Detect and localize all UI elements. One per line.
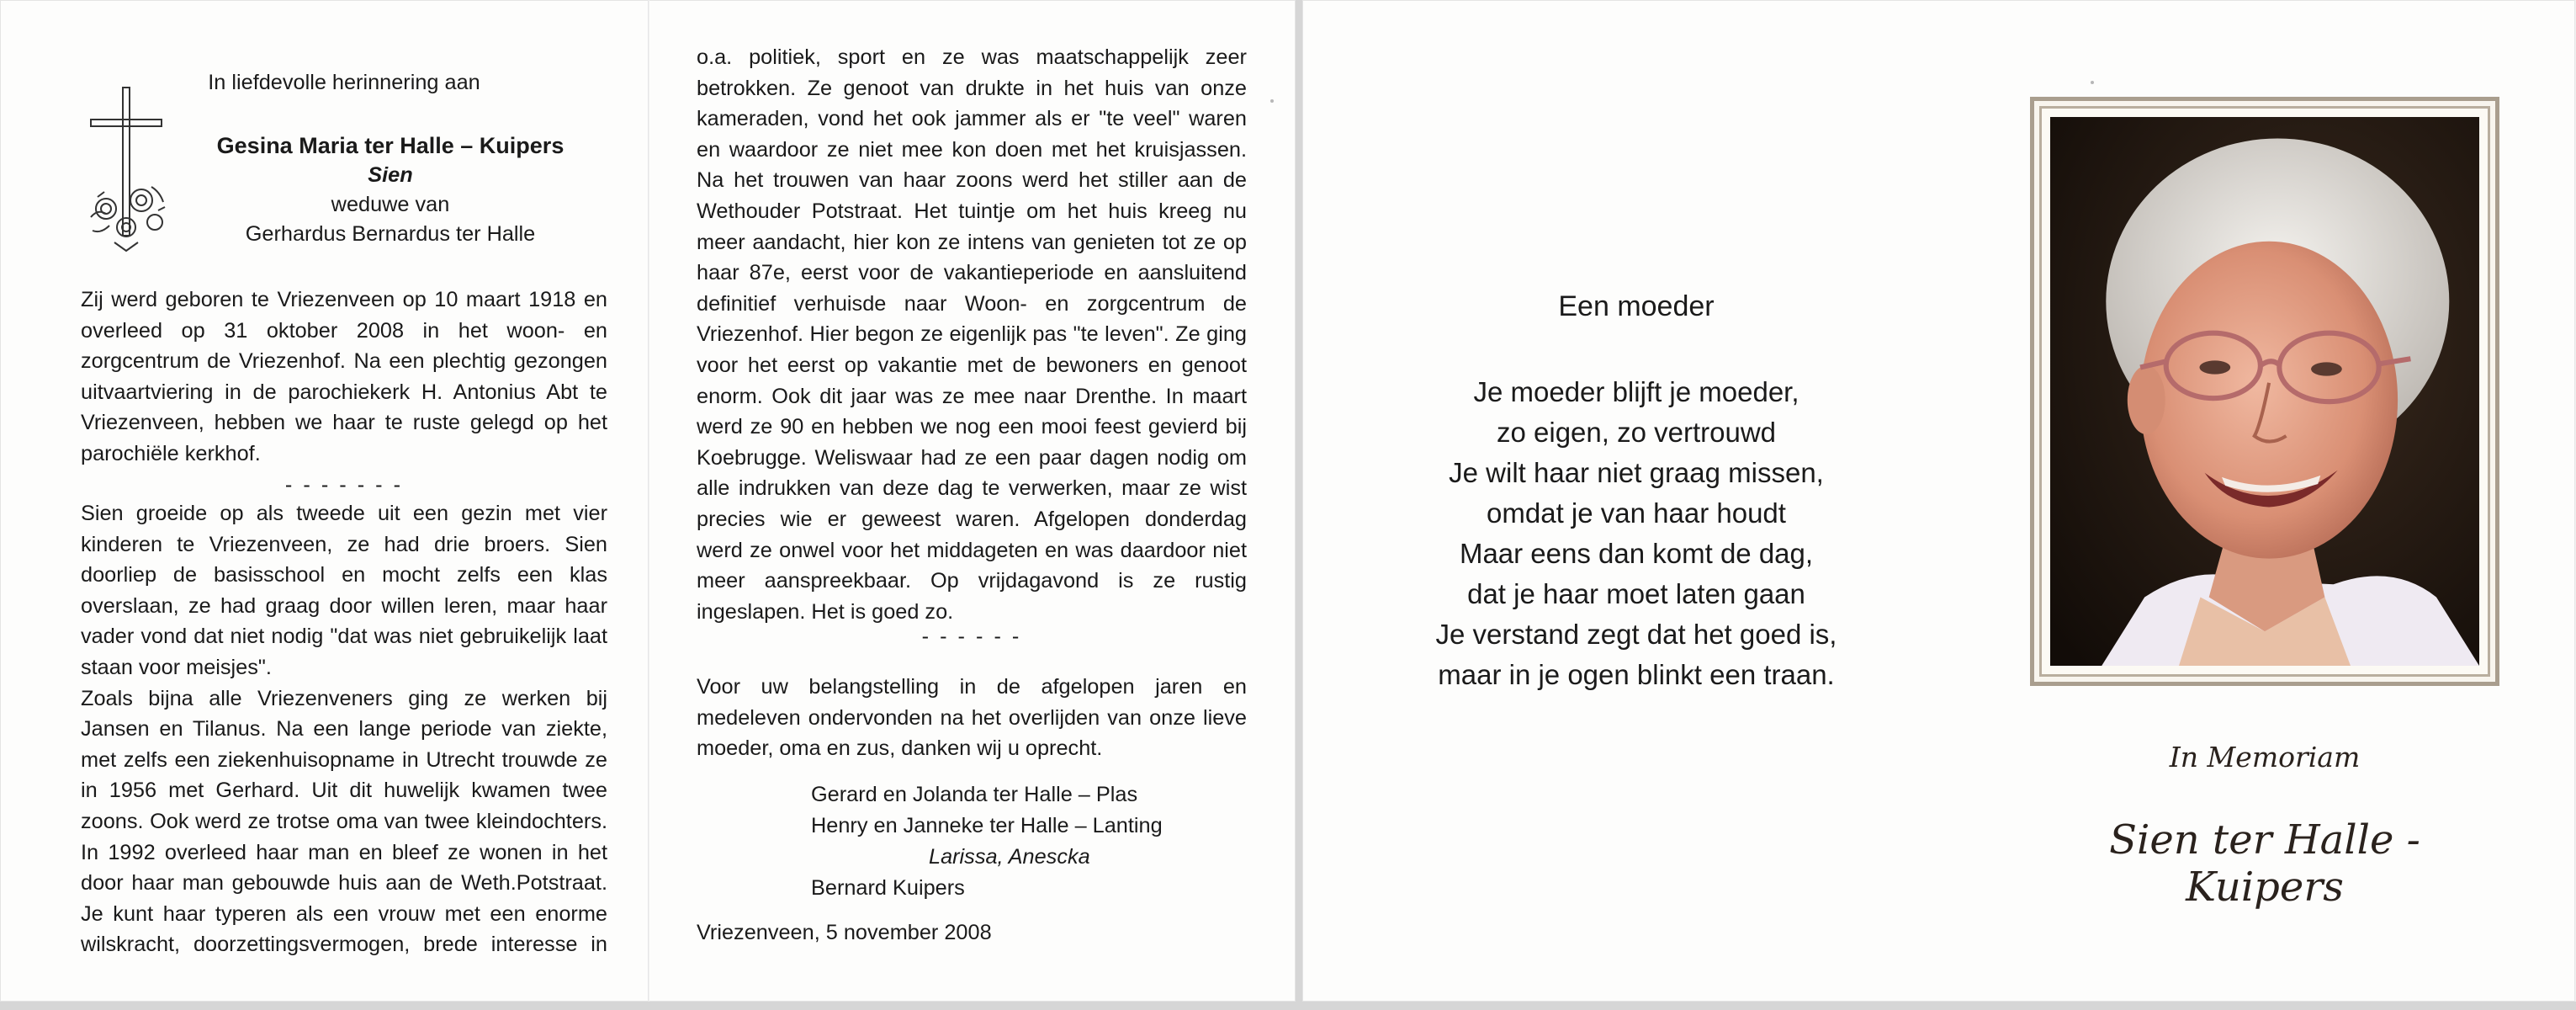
text-line: wilskracht, doorzettingsvermogen, brede interesse in xyxy=(81,933,607,957)
spouse-name: Gerhardus Bernardus ter Halle xyxy=(245,222,536,246)
text-line: staan voor meisjes". xyxy=(81,655,272,679)
specks xyxy=(2091,81,2094,84)
text-line: meer aandacht, hier kon ze intens van genieten tot ze op xyxy=(697,230,1247,254)
family-line: Bernard Kuipers xyxy=(811,876,965,900)
text-line: en waardoor ze niet mee kon doen met het kruisjassen. xyxy=(697,137,1247,162)
text-line: Vriezenhof. Hier begon ze eigenlijk pas "te leven". Ze ging xyxy=(697,322,1247,347)
text-line: overslaan, ze had graag door willen leren, maar haar xyxy=(81,593,607,618)
poem-line: omdat je van haar houdt xyxy=(1487,497,1786,529)
text-line: haar 87e, eerst voor de vakantieperiode en aansluitend xyxy=(697,261,1247,285)
text-line: Zij werd geboren te Vriezenveen op 10 maart 1918 en xyxy=(81,288,607,311)
poem-block xyxy=(1422,286,1851,695)
text-line: Sien groeide op als tweede uit een gezin met vier xyxy=(81,502,607,525)
card-fold xyxy=(648,0,649,1002)
text-line: Wethouder Potstraat. Het tuintje om het huis kreeg nu xyxy=(697,199,1247,223)
text-line: werd ze 90 en hebben we nog een mooi feest gevierd bij xyxy=(697,415,1247,439)
family-signatures xyxy=(697,779,1247,904)
text-line: definitief verhuisde naar Woon- en zorgcentrum de xyxy=(697,291,1247,316)
text-line: uitvaartviering in de parochiekerk H. Antonius Abt te xyxy=(81,380,607,404)
text-line: meer aanspreekbaar. Op vrijdagavond is ze rustig xyxy=(697,569,1247,593)
text-line: In 1992 overleed haar man en bleef ze wonen in het xyxy=(81,840,607,864)
poem-line: maar in je ogen blinkt een traan. xyxy=(1438,659,1835,690)
text-line: in 1956 met Gerhard. Uit dit huwelijk kwamen twee xyxy=(81,779,607,803)
section-divider: - - - - - - - xyxy=(284,473,404,497)
poem-line: Je verstand zegt dat het goed is, xyxy=(1435,619,1837,650)
specks xyxy=(1270,99,1274,103)
memoriam-name: Sien ter Halle - Kuipers xyxy=(2109,816,2420,911)
text-line: door haar man gebouwde huis aan de Weth.Potstraat. xyxy=(81,871,607,896)
portrait-mat xyxy=(2039,106,2490,677)
text-line: enorm. Ook dit jaar was ze mee naar Drenthe. In maart xyxy=(697,384,1247,408)
text-line: Jansen en Tilanus. Na een lange periode van ziekte, xyxy=(81,717,607,742)
right-text-panel xyxy=(697,0,1247,1002)
deceased-name-block xyxy=(173,131,607,249)
text-line: o.a. politiek, sport en ze was maatschappelijk zeer xyxy=(697,45,1247,69)
text-line: vader vond dat niet nodig "dat was niet gebruikelijk laat xyxy=(81,625,607,649)
text-line: parochiële kerkhof. xyxy=(81,441,261,465)
inner-card xyxy=(0,0,1296,1002)
thanks-paragraph xyxy=(697,672,1247,764)
section-divider: - - - - - - xyxy=(921,625,1022,648)
text-line: alle indrukken van deze dag te verwerken, maar ze wist xyxy=(697,476,1247,501)
life-story-paragraph xyxy=(81,498,607,960)
text-line: Koebrugge. Weliswaar had ze een paar dagen nodig om xyxy=(697,445,1247,470)
text-line: met zelfs een ziekenhuisopname in Utrecht trouwde ze xyxy=(81,747,607,772)
text-line: Voor uw belangstelling in de afgelopen jaren en xyxy=(697,675,1247,699)
text-line: overleed op 31 oktober 2008 in het woon- en xyxy=(81,318,607,343)
poem-line: zo eigen, zo vertrouwd xyxy=(1496,417,1776,448)
life-story-continued xyxy=(697,42,1247,627)
relation-label: weduwe van xyxy=(331,193,450,216)
text-line: Na het trouwen van haar zoons werd het stiller aan de xyxy=(697,168,1247,193)
text-line: Zoals bijna alle Vriezenveners ging ze werken bij xyxy=(81,686,607,710)
text-line: precies wie er geweest waren. Afgelopen donderdag xyxy=(697,507,1247,531)
text-line: kameraden, vond het ook jammer als er "te veel" waren xyxy=(697,107,1247,131)
text-line: moeder, oma en zus, danken wij u oprecht. xyxy=(697,736,1103,761)
text-line: ingeslapen. Het is goed zo. xyxy=(697,599,954,624)
text-line: Vriezenveen, hebben we haar te ruste gelegd op het xyxy=(81,411,607,435)
text-line: medeleven ondervonden na het overlijden van onze lieve xyxy=(697,705,1247,730)
text-line: voor het eerst op vakantie met de bewoners en genoot xyxy=(697,353,1247,377)
poem-line: Je wilt haar niet graag missen, xyxy=(1449,457,1824,488)
text-line: kinderen te Vriezenveen, ze had drie broers. Sien xyxy=(81,532,607,556)
deceased-full-name: Gesina Maria ter Halle – Kuipers xyxy=(216,133,564,158)
poem-line: dat je haar moet laten gaan xyxy=(1467,578,1805,609)
place-and-date: Vriezenveen, 5 november 2008 xyxy=(697,921,992,944)
deceased-nickname: Sien xyxy=(368,163,413,187)
portrait-frame xyxy=(2030,97,2499,686)
text-line: zoons. Ook werd ze trotse oma van twee kleindochters. xyxy=(81,809,607,833)
cross-with-roses-icon xyxy=(81,82,172,256)
poem-line: Maar eens dan komt de dag, xyxy=(1459,538,1814,569)
poem-line: Je moeder blijft je moeder, xyxy=(1473,376,1799,407)
grandchildren-names: Larissa, Anescka xyxy=(929,845,1090,869)
text-line: betrokken. Ze genoot van drukte in het huis van onze xyxy=(697,76,1247,100)
text-line: Je kunt haar typeren als een vrouw met een enorme xyxy=(81,901,607,926)
in-memoriam-label: In Memoriam xyxy=(2169,741,2361,773)
portrait-photo xyxy=(2050,117,2479,666)
text-line: werd ze onwel voor het middageten en was daardoor niet xyxy=(697,538,1247,562)
left-text-panel xyxy=(81,0,607,1002)
text-line: doorliep de basisschool en mocht zelfs een klas xyxy=(81,563,607,587)
intro-line: In liefdevolle herinnering aan xyxy=(208,71,480,94)
family-line: Henry en Janneke ter Halle – Lanting xyxy=(811,814,1163,837)
family-line: Gerard en Jolanda ter Halle – Plas xyxy=(811,783,1138,806)
poem-title: Een moeder xyxy=(1558,290,1715,322)
text-line: zorgcentrum de Vriezenhof. Na een plechtig gezongen xyxy=(81,349,607,374)
birth-death-paragraph xyxy=(81,284,607,470)
